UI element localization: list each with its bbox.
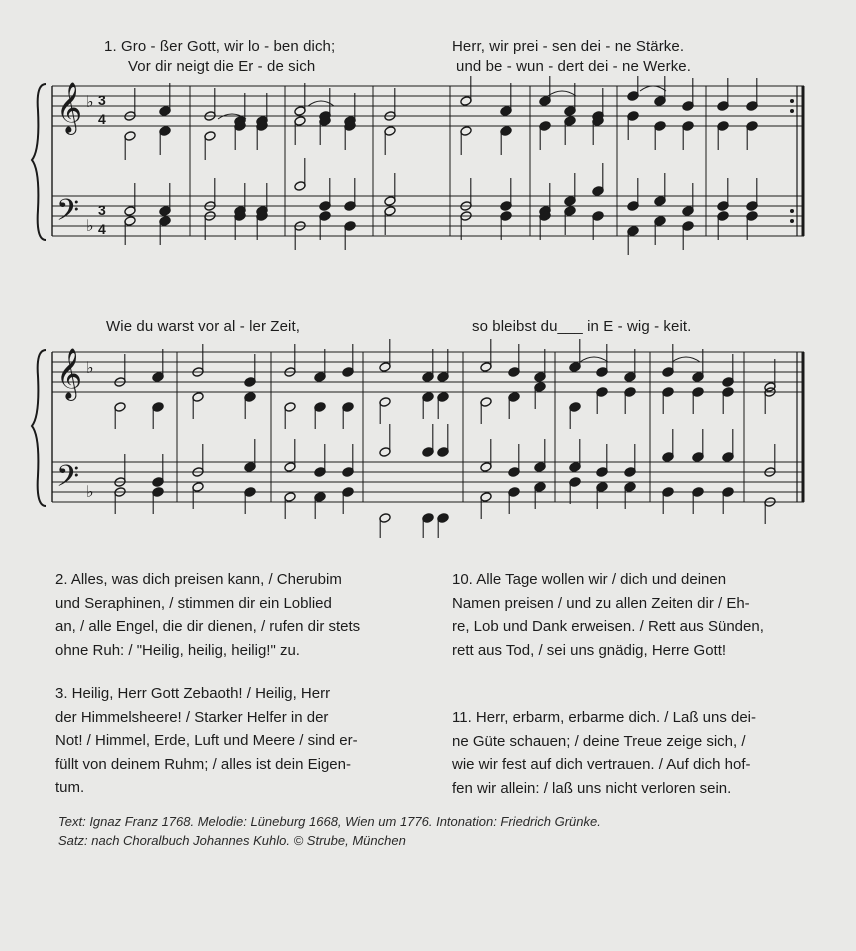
verse-3: 3. Heilig, Herr Gott Zebaoth! / Heilig, Herr der Himmelsheere! / Starker Helfer in der Not! / Himmel, Erde, Luft und Meere / sind er- füllt von deinem Ruhm; / alles ist dein Eigen- tum.	[55, 685, 358, 797]
svg-text:4: 4	[98, 111, 106, 127]
verse-2: 2. Alles, was dich preisen kann, / Cherubim und Seraphinen, / stimmen dir ein Loblied an, / alle Engel, die dir dienen, / rufen dir stets ohne Ruh: / "Heilig, heilig, heilig!" zu.	[55, 571, 361, 659]
svg-text:♭: ♭	[86, 358, 94, 377]
treble-clef-icon: 𝄞	[56, 348, 83, 399]
score-system-2	[0, 338, 856, 538]
verse-11: 11. Herr, erbarm, erbarme dich. / Laß uns dei- ne Güte schauen; / deine Treue zeige sich, / wie wir fest auf dich vertrauen. / Auf dich hof- fen wir allein: / laß uns nicht verloren sein.	[452, 709, 757, 797]
svg-text:♭: ♭	[86, 216, 94, 235]
lyric-line-3b: so bleibst du___ in E - wig - keit.	[472, 318, 692, 335]
svg-text:3: 3	[98, 92, 106, 108]
credits-arrangement: Satz: nach Choralbuch Johannes Kuhlo. © Strube, München	[58, 833, 406, 848]
lyric-line-1a: 1. Gro - ßer Gott, wir lo - ben dich;	[104, 38, 336, 55]
credits-text-melody: Text: Ignaz Franz 1768. Melodie: Lüneburg 1668, Wien um 1776. Intonation: Friedrich Grünke.	[58, 814, 601, 829]
svg-text:4: 4	[98, 221, 106, 237]
svg-text:♭: ♭	[86, 482, 94, 501]
notes-system-2	[114, 339, 776, 538]
lyric-line-3a: Wie du warst vor al - ler Zeit,	[106, 318, 300, 335]
lyric-line-1b: Herr, wir prei - sen dei - ne Stärke.	[452, 38, 685, 55]
system-brace	[32, 350, 46, 506]
lyric-line-2a: Vor dir neigt die Er - de sich	[128, 58, 316, 75]
system-brace	[32, 84, 46, 240]
score-system-1	[0, 76, 856, 266]
bass-clef-icon: 𝄢	[56, 194, 80, 235]
lyric-line-2b: und be - wun - dert dei - ne Werke.	[456, 58, 692, 75]
treble-clef-icon: 𝄞	[56, 82, 83, 133]
credits	[58, 812, 601, 850]
bass-clef-icon: 𝄢	[56, 460, 80, 501]
verse-10: 10. Alle Tage wollen wir / dich und deinen Namen preisen / und zu allen Zeiten dir / Eh- re, Lob und Dank erweisen. / Rett aus Sünden, rett aus Tod, / sei uns gnädig, Herre Gott!	[452, 571, 764, 659]
notes-system-1	[124, 76, 758, 255]
svg-text:♭: ♭	[86, 92, 94, 111]
svg-text:3: 3	[98, 202, 106, 218]
